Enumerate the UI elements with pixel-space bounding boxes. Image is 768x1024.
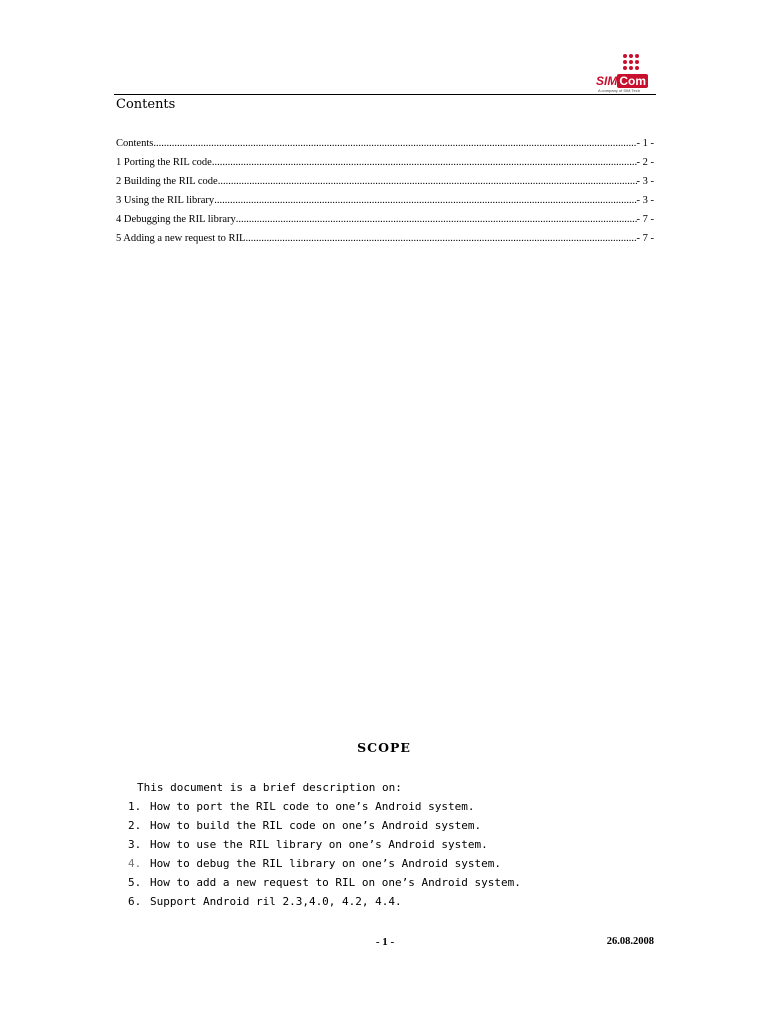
toc-entry[interactable] [116, 210, 654, 229]
scope-list-item [128, 835, 688, 854]
toc-leader [218, 172, 637, 191]
scope-item-text: How to port the RIL code to one’s Android system. [150, 800, 475, 813]
toc-entry-label: 1 Porting the RIL code [116, 157, 212, 168]
scope-section [128, 778, 688, 911]
toc-leader [236, 210, 637, 229]
footer-page-number: - 1 - [375, 936, 395, 948]
scope-item-text: How to build the RIL code on one’s Android system. [150, 819, 482, 832]
toc-entry-label: 3 Using the RIL library [116, 195, 215, 206]
scope-item-text: How to use the RIL library on one’s Android system. [150, 838, 488, 851]
scope-item-number: 3. [128, 838, 142, 851]
scope-list-item [128, 873, 688, 892]
toc-entry-label: 5 Adding a new request to RIL [116, 233, 246, 244]
toc-entry-page: - 3 - [636, 195, 654, 206]
toc-entry[interactable] [116, 172, 654, 191]
table-of-contents [116, 134, 654, 248]
toc-entry-page: - 7 - [636, 233, 654, 244]
footer-date: 26.08.2008 [606, 936, 654, 947]
toc-entry[interactable] [116, 191, 654, 210]
scope-item-text: Support Android ril 2.3,4.0, 4.2, 4.4. [150, 895, 402, 908]
scope-list-item [128, 854, 688, 873]
scope-list-item [128, 816, 688, 835]
logo-brand: SIM Com [596, 74, 647, 88]
logo-tagline: A company of SIM Tech [598, 88, 640, 93]
scope-item-number: 4. [128, 857, 142, 870]
toc-entry-label: 4 Debugging the RIL library [116, 214, 236, 225]
scope-item-number: 5. [128, 876, 142, 889]
scope-item-text: How to add a new request to RIL on one’s Android system. [150, 876, 521, 889]
toc-entry[interactable] [116, 134, 654, 153]
toc-leader [153, 134, 636, 153]
toc-entry[interactable] [116, 153, 654, 172]
scope-item-number: 1. [128, 800, 142, 813]
scope-item-number: 2. [128, 819, 142, 832]
scope-item-number: 6. [128, 895, 142, 908]
logo-dots-icon [623, 54, 643, 74]
scope-list-item [128, 892, 688, 911]
scope-list-item [128, 797, 688, 816]
scope-title: SCOPE [357, 740, 411, 755]
header-rule [114, 94, 656, 95]
toc-entry-label: 2 Building the RIL code [116, 176, 218, 187]
toc-leader [214, 191, 636, 210]
toc-leader [212, 153, 637, 172]
toc-entry-page: - 3 - [636, 176, 654, 187]
toc-leader [245, 229, 636, 248]
toc-entry-page: - 7 - [636, 214, 654, 225]
toc-entry-label: Contents [116, 138, 154, 149]
toc-entry[interactable] [116, 229, 654, 248]
toc-heading: Contents [116, 97, 176, 112]
scope-item-text: How to debug the RIL library on one’s Android system. [150, 857, 501, 870]
toc-entry-page: - 1 - [636, 138, 654, 149]
scope-intro: This document is a brief description on: [137, 781, 402, 794]
simcom-logo [596, 50, 654, 94]
toc-entry-page: - 2 - [636, 157, 654, 168]
